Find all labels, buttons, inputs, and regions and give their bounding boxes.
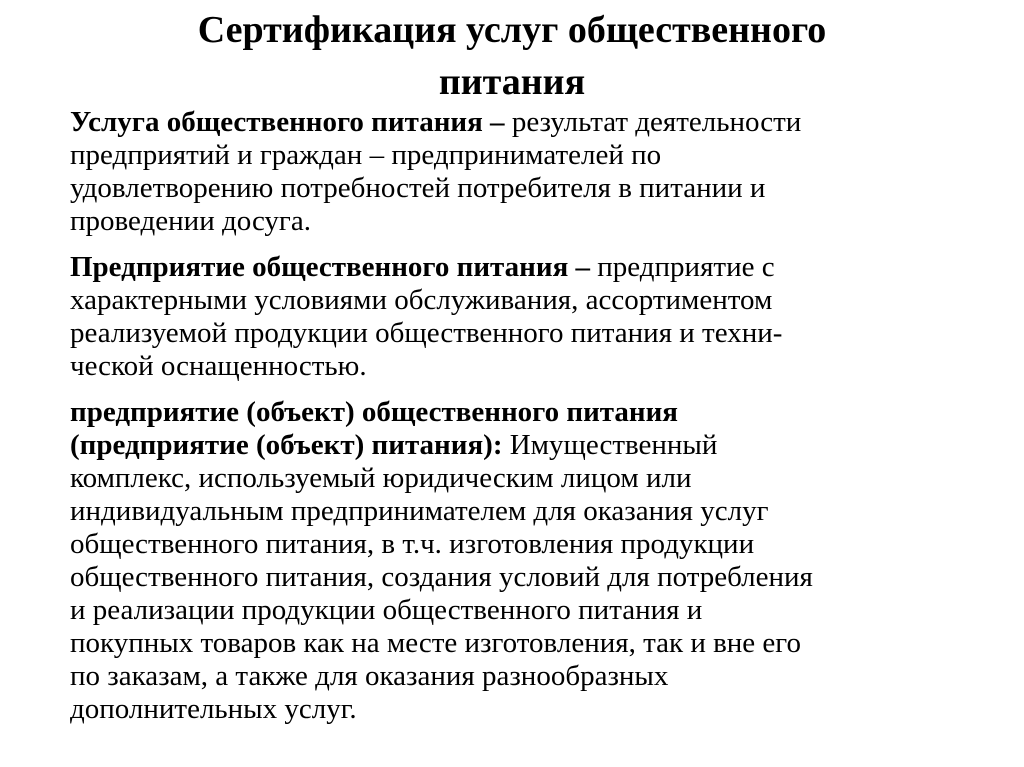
definition-text: Имущественный [502,429,718,461]
text-line: по заказам, а также для оказания разнообразных [70,660,669,692]
slide-body [70,106,970,739]
text-line: дополнительных услуг. [70,693,357,725]
slide-title [120,4,904,108]
text-line [70,106,970,139]
definition-food-service [70,106,970,238]
text-line: удовлетворению потребностей потребителя в питании и [70,172,766,204]
text-line: индивидуальным предпринимателем для оказания услуг [70,495,769,527]
slide-title-line: питания [438,61,586,103]
term: предприятие (объект) общественного питания [70,396,678,428]
text-line: ческой оснащенностью. [70,350,367,382]
definition-text: предприятие с [590,251,775,283]
text-line: реализуемой продукции общественного питания и техни- [70,317,783,349]
text-line [70,251,970,284]
definition-food-service-enterprise [70,251,970,383]
term: (предприятие (объект) питания): [70,429,503,461]
text-line: общественного питания, создания условий для потребления [70,561,813,593]
text-line: характерными условиями обслуживания, ассортиментом [70,284,773,316]
text-line: покупных товаров как на месте изготовления, так и вне его [70,627,801,659]
definition-food-service-object [70,396,970,726]
text-line: и реализации продукции общественного питания и [70,594,703,626]
text-line: проведении досуга. [70,205,311,237]
text-line: предприятий и граждан – предпринимателей по [70,139,662,171]
text-line: общественного питания, в т.ч. изготовления продукции [70,528,755,560]
definition-text: результат деятельности [504,106,802,138]
term: Предприятие общественного питания – [70,251,591,283]
text-line [70,429,970,462]
term: Услуга общественного питания – [70,106,505,138]
slide-title-line: Сертификация услуг общественного [197,9,827,51]
text-line: комплекс, используемый юридическим лицом или [70,462,692,494]
